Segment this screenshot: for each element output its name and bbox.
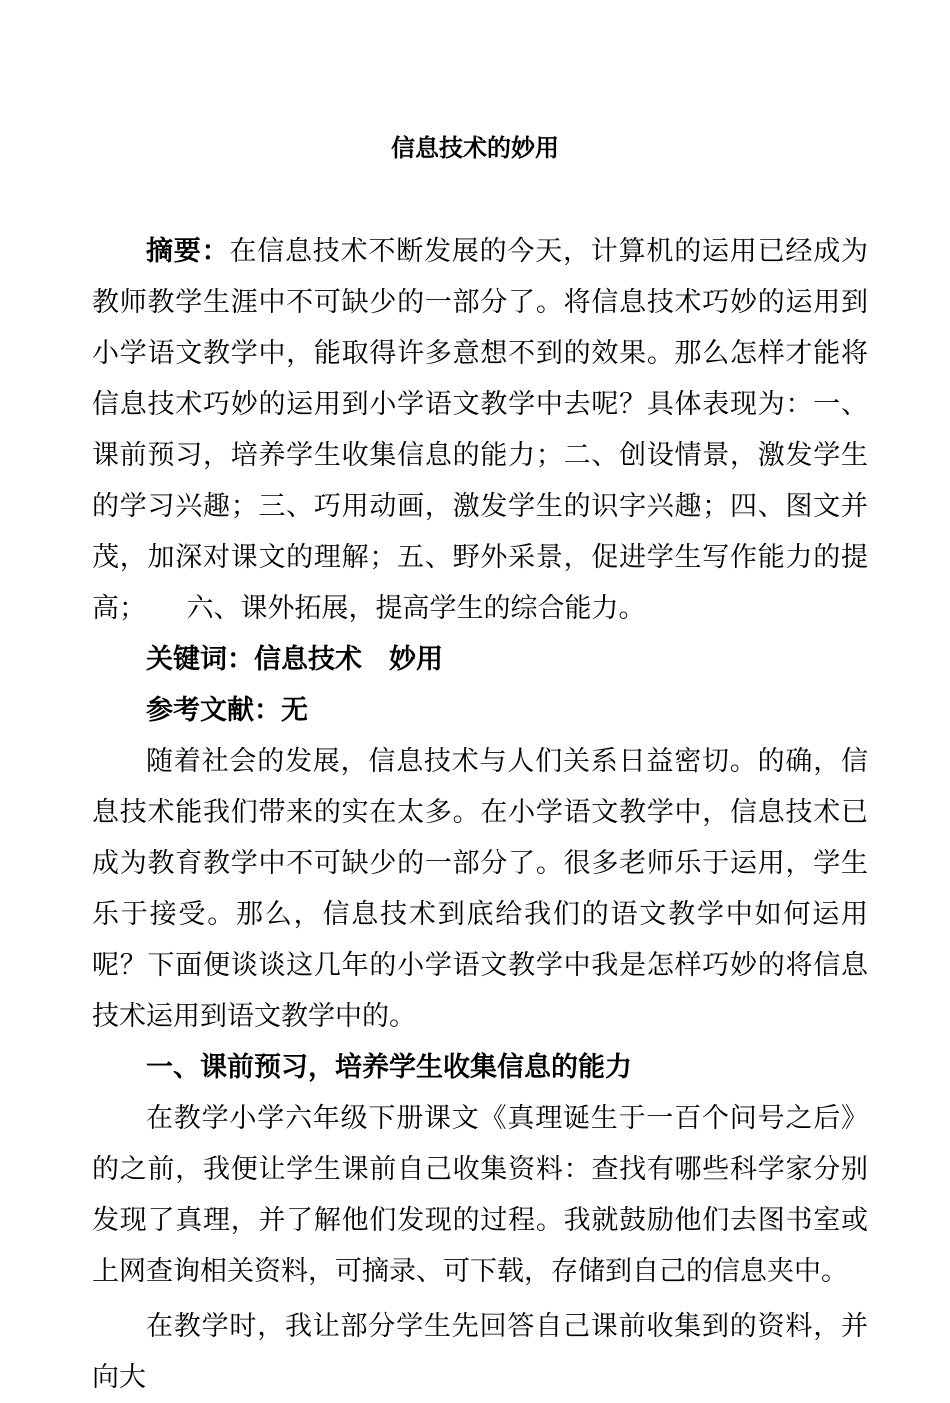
abstract-paragraph xyxy=(92,226,868,634)
references-line: 参考文献：无 xyxy=(146,695,308,726)
intro-paragraph: 随着社会的发展，信息技术与人们关系日益密切。的确，信息技术能我们带来的实在太多。在小学语文教学中，信息技术已成为教育教学中不可缺少的一部分了。很多老师乐于运用，学生乐于接受。那么，信息技术到底给我们的语文教学中如何运用呢？下面便谈谈这几年的小学语文教学中我是怎样巧妙的将信息技术运用到语文教学中的。 xyxy=(92,746,868,1032)
page-title: 信息技术的妙用 xyxy=(391,134,559,162)
abstract-label: 摘要： xyxy=(146,236,230,267)
document-body xyxy=(92,226,868,1403)
abstract-text: 在信息技术不断发展的今天，计算机的运用已经成为教师教学生涯中不可缺少的一部分了。将信息技术巧妙的运用到小学语文教学中，能取得许多意想不到的效果。那么怎样才能将信息技术巧妙的运用到小学语文教学中去呢？具体表现为：一、课前预习，培养学生收集信息的能力；二、创设情景，激发学生的学习兴趣；三、巧用动画，激发学生的识字兴趣；四、图文并茂，加深对课文的理解；五、野外采景，促进学生写作能力的提高； 六、课外拓展，提高学生的综合能力。 xyxy=(92,236,869,624)
section-paragraph: 在教学时，我让部分学生先回答自己课前收集到的资料，并向大 xyxy=(92,1311,868,1393)
keywords-line: 关键词：信息技术 妙用 xyxy=(146,644,443,675)
section-paragraph: 在教学小学六年级下册课文《真理诞生于一百个问号之后》的之前，我便让学生课前自己收集资料：查找有哪些科学家分别发现了真理，并了解他们发现的过程。我就鼓励他们去图书室或上网查询相关资料，可摘录、可下载，存储到自己的信息夹中。 xyxy=(92,1103,868,1287)
section-heading: 一、课前预习，培养学生收集信息的能力 xyxy=(146,1052,632,1083)
